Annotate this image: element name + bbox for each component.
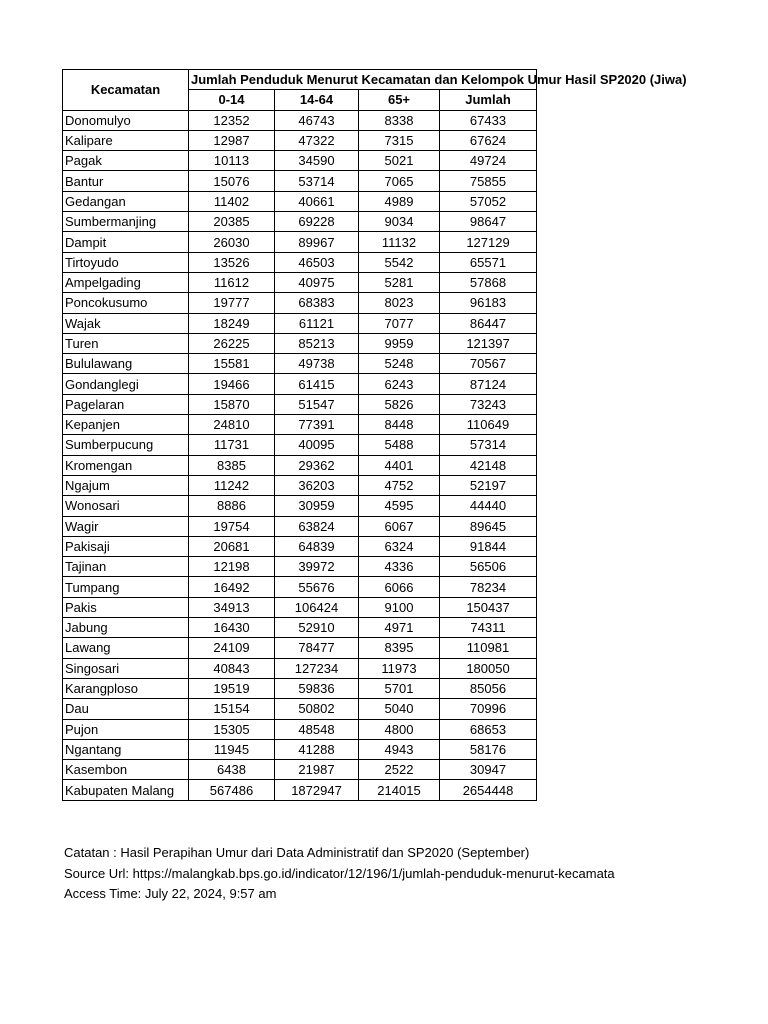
age-65-plus-cell: 8448 (359, 415, 440, 435)
age-0-14-cell: 15076 (189, 171, 275, 191)
age-65-plus-cell: 5040 (359, 699, 440, 719)
jumlah-cell: 96183 (440, 293, 537, 313)
age-14-64-cell: 21987 (275, 760, 359, 780)
kecamatan-name-cell: Sumberpucung (63, 435, 189, 455)
table-row (63, 638, 537, 658)
jumlah-cell: 58176 (440, 739, 537, 759)
age-14-64-cell: 50802 (275, 699, 359, 719)
jumlah-cell: 42148 (440, 455, 537, 475)
table-row (63, 455, 537, 475)
age-14-64-cell: 68383 (275, 293, 359, 313)
age-65-plus-cell: 214015 (359, 780, 440, 800)
age-14-64-cell: 39972 (275, 557, 359, 577)
jumlah-cell: 49724 (440, 151, 537, 171)
column-header-kecamatan: Kecamatan (63, 70, 189, 111)
kecamatan-name-cell: Dau (63, 699, 189, 719)
population-table (62, 69, 687, 801)
kecamatan-name-cell: Tirtoyudo (63, 252, 189, 272)
jumlah-cell: 44440 (440, 496, 537, 516)
age-65-plus-cell: 6067 (359, 516, 440, 536)
age-65-plus-cell: 11132 (359, 232, 440, 252)
kecamatan-name-cell: Dampit (63, 232, 189, 252)
jumlah-cell: 74311 (440, 618, 537, 638)
age-0-14-cell: 19777 (189, 293, 275, 313)
age-0-14-cell: 40843 (189, 658, 275, 678)
table-row (63, 374, 537, 394)
jumlah-cell: 52197 (440, 475, 537, 495)
kecamatan-name-cell: Ngajum (63, 475, 189, 495)
age-65-plus-cell: 5248 (359, 354, 440, 374)
age-0-14-cell: 16430 (189, 618, 275, 638)
age-0-14-cell: 15870 (189, 394, 275, 414)
table-row (63, 719, 537, 739)
table-row (63, 110, 537, 130)
age-0-14-cell: 10113 (189, 151, 275, 171)
age-0-14-cell: 15154 (189, 699, 275, 719)
table-row (63, 557, 537, 577)
age-0-14-cell: 12987 (189, 130, 275, 150)
age-14-64-cell: 51547 (275, 394, 359, 414)
jumlah-cell: 30947 (440, 760, 537, 780)
kecamatan-name-cell: Pujon (63, 719, 189, 739)
jumlah-cell: 57314 (440, 435, 537, 455)
age-65-plus-cell: 5281 (359, 272, 440, 292)
age-0-14-cell: 8886 (189, 496, 275, 516)
table-body (63, 110, 537, 800)
age-0-14-cell: 11242 (189, 475, 275, 495)
age-0-14-cell: 18249 (189, 313, 275, 333)
table-row (63, 212, 537, 232)
table-row (63, 252, 537, 272)
age-65-plus-cell: 5701 (359, 678, 440, 698)
age-14-64-cell: 53714 (275, 171, 359, 191)
age-14-64-cell: 46743 (275, 110, 359, 130)
age-14-64-cell: 1872947 (275, 780, 359, 800)
age-14-64-cell: 30959 (275, 496, 359, 516)
table-row (63, 739, 537, 759)
age-0-14-cell: 34913 (189, 597, 275, 617)
age-0-14-cell: 26225 (189, 333, 275, 353)
column-header-age-0-14: 0-14 (189, 90, 275, 110)
table-row (63, 394, 537, 414)
table-row (63, 191, 537, 211)
table-row (63, 151, 537, 171)
kecamatan-name-cell: Wajak (63, 313, 189, 333)
age-14-64-cell: 41288 (275, 739, 359, 759)
age-14-64-cell: 59836 (275, 678, 359, 698)
kecamatan-name-cell: Pakisaji (63, 536, 189, 556)
table-row (63, 780, 537, 800)
jumlah-cell: 70996 (440, 699, 537, 719)
kecamatan-name-cell: Wagir (63, 516, 189, 536)
age-14-64-cell: 61121 (275, 313, 359, 333)
age-14-64-cell: 85213 (275, 333, 359, 353)
kecamatan-name-cell: Kepanjen (63, 415, 189, 435)
jumlah-cell: 70567 (440, 354, 537, 374)
jumlah-cell: 87124 (440, 374, 537, 394)
kecamatan-name-cell: Pakis (63, 597, 189, 617)
age-14-64-cell: 29362 (275, 455, 359, 475)
jumlah-cell: 127129 (440, 232, 537, 252)
age-0-14-cell: 20681 (189, 536, 275, 556)
jumlah-cell: 56506 (440, 557, 537, 577)
kecamatan-name-cell: Jabung (63, 618, 189, 638)
age-0-14-cell: 13526 (189, 252, 275, 272)
jumlah-cell: 65571 (440, 252, 537, 272)
age-14-64-cell: 77391 (275, 415, 359, 435)
kecamatan-name-cell: Ngantang (63, 739, 189, 759)
age-0-14-cell: 26030 (189, 232, 275, 252)
jumlah-cell: 73243 (440, 394, 537, 414)
table-row (63, 516, 537, 536)
jumlah-cell: 98647 (440, 212, 537, 232)
table-title-header: Jumlah Penduduk Menurut Kecamatan dan Kelompok Umur Hasil SP2020 (Jiwa) (189, 70, 537, 90)
kecamatan-name-cell: Pagak (63, 151, 189, 171)
age-14-64-cell: 34590 (275, 151, 359, 171)
age-14-64-cell: 61415 (275, 374, 359, 394)
table-row (63, 536, 537, 556)
age-65-plus-cell: 8338 (359, 110, 440, 130)
age-65-plus-cell: 9959 (359, 333, 440, 353)
jumlah-cell: 68653 (440, 719, 537, 739)
age-65-plus-cell: 4943 (359, 739, 440, 759)
age-65-plus-cell: 6324 (359, 536, 440, 556)
access-time-note: Access Time: July 22, 2024, 9:57 am (64, 886, 277, 901)
kecamatan-name-cell: Gedangan (63, 191, 189, 211)
table-row (63, 699, 537, 719)
age-65-plus-cell: 8023 (359, 293, 440, 313)
table-row (63, 313, 537, 333)
age-0-14-cell: 24810 (189, 415, 275, 435)
age-0-14-cell: 12198 (189, 557, 275, 577)
kecamatan-name-cell: Singosari (63, 658, 189, 678)
kecamatan-name-cell: Kasembon (63, 760, 189, 780)
age-14-64-cell: 89967 (275, 232, 359, 252)
age-0-14-cell: 19519 (189, 678, 275, 698)
kecamatan-name-cell: Bantur (63, 171, 189, 191)
table-row (63, 354, 537, 374)
kecamatan-name-cell: Wonosari (63, 496, 189, 516)
age-65-plus-cell: 5826 (359, 394, 440, 414)
table-row (63, 293, 537, 313)
table-row (63, 272, 537, 292)
table-row (63, 618, 537, 638)
age-14-64-cell: 106424 (275, 597, 359, 617)
column-header-age-14-64: 14-64 (275, 90, 359, 110)
jumlah-cell: 121397 (440, 333, 537, 353)
jumlah-cell: 78234 (440, 577, 537, 597)
age-14-64-cell: 55676 (275, 577, 359, 597)
age-14-64-cell: 40095 (275, 435, 359, 455)
jumlah-cell: 110649 (440, 415, 537, 435)
age-0-14-cell: 15305 (189, 719, 275, 739)
jumlah-cell: 110981 (440, 638, 537, 658)
age-65-plus-cell: 4336 (359, 557, 440, 577)
table-row (63, 496, 537, 516)
table-row (63, 415, 537, 435)
jumlah-cell: 91844 (440, 536, 537, 556)
age-0-14-cell: 19754 (189, 516, 275, 536)
catatan-note: Catatan : Hasil Perapihan Umur dari Data Administratif dan SP2020 (September) (64, 845, 530, 860)
table-row (63, 130, 537, 150)
age-65-plus-cell: 5021 (359, 151, 440, 171)
table-row (63, 760, 537, 780)
age-65-plus-cell: 7315 (359, 130, 440, 150)
age-14-64-cell: 48548 (275, 719, 359, 739)
age-65-plus-cell: 6243 (359, 374, 440, 394)
jumlah-cell: 150437 (440, 597, 537, 617)
source-url-note: Source Url: https://malangkab.bps.go.id/indicator/12/196/1/jumlah-penduduk-menurut-kecamata (64, 865, 615, 881)
age-0-14-cell: 12352 (189, 110, 275, 130)
age-0-14-cell: 567486 (189, 780, 275, 800)
age-0-14-cell: 8385 (189, 455, 275, 475)
age-0-14-cell: 16492 (189, 577, 275, 597)
age-65-plus-cell: 7077 (359, 313, 440, 333)
column-header-jumlah: Jumlah (440, 90, 537, 110)
kecamatan-name-cell: Kalipare (63, 130, 189, 150)
kecamatan-name-cell: Gondanglegi (63, 374, 189, 394)
age-0-14-cell: 6438 (189, 760, 275, 780)
age-0-14-cell: 11612 (189, 272, 275, 292)
age-14-64-cell: 52910 (275, 618, 359, 638)
age-65-plus-cell: 7065 (359, 171, 440, 191)
age-0-14-cell: 11945 (189, 739, 275, 759)
age-65-plus-cell: 6066 (359, 577, 440, 597)
age-14-64-cell: 69228 (275, 212, 359, 232)
age-65-plus-cell: 8395 (359, 638, 440, 658)
age-0-14-cell: 11402 (189, 191, 275, 211)
age-65-plus-cell: 9100 (359, 597, 440, 617)
age-65-plus-cell: 2522 (359, 760, 440, 780)
age-14-64-cell: 40975 (275, 272, 359, 292)
table-row (63, 171, 537, 191)
age-14-64-cell: 46503 (275, 252, 359, 272)
age-65-plus-cell: 9034 (359, 212, 440, 232)
kecamatan-name-cell: Tumpang (63, 577, 189, 597)
jumlah-cell: 57052 (440, 191, 537, 211)
jumlah-cell: 180050 (440, 658, 537, 678)
column-header-age-65-plus: 65+ (359, 90, 440, 110)
table-row (63, 577, 537, 597)
table-row (63, 333, 537, 353)
kecamatan-name-cell: Pagelaran (63, 394, 189, 414)
jumlah-cell: 67433 (440, 110, 537, 130)
age-14-64-cell: 40661 (275, 191, 359, 211)
age-14-64-cell: 63824 (275, 516, 359, 536)
age-65-plus-cell: 4752 (359, 475, 440, 495)
jumlah-cell: 85056 (440, 678, 537, 698)
age-14-64-cell: 127234 (275, 658, 359, 678)
kecamatan-name-cell: Karangploso (63, 678, 189, 698)
kecamatan-name-cell: Sumbermanjing (63, 212, 189, 232)
age-65-plus-cell: 5542 (359, 252, 440, 272)
kecamatan-name-cell: Turen (63, 333, 189, 353)
kecamatan-name-cell: Lawang (63, 638, 189, 658)
jumlah-cell: 75855 (440, 171, 537, 191)
jumlah-cell: 67624 (440, 130, 537, 150)
age-0-14-cell: 24109 (189, 638, 275, 658)
kecamatan-name-cell: Bululawang (63, 354, 189, 374)
age-65-plus-cell: 4989 (359, 191, 440, 211)
table-row (63, 232, 537, 252)
age-14-64-cell: 64839 (275, 536, 359, 556)
table-row (63, 678, 537, 698)
age-14-64-cell: 36203 (275, 475, 359, 495)
notes-block (64, 843, 615, 905)
kecamatan-name-cell: Ampelgading (63, 272, 189, 292)
age-0-14-cell: 15581 (189, 354, 275, 374)
age-0-14-cell: 19466 (189, 374, 275, 394)
kecamatan-name-cell: Donomulyo (63, 110, 189, 130)
table-row (63, 435, 537, 455)
jumlah-cell: 57868 (440, 272, 537, 292)
age-65-plus-cell: 4595 (359, 496, 440, 516)
kecamatan-name-cell: Kabupaten Malang (63, 780, 189, 800)
jumlah-cell: 2654448 (440, 780, 537, 800)
kecamatan-name-cell: Tajinan (63, 557, 189, 577)
age-65-plus-cell: 4800 (359, 719, 440, 739)
age-65-plus-cell: 11973 (359, 658, 440, 678)
table-row (63, 475, 537, 495)
table-row (63, 658, 537, 678)
jumlah-cell: 89645 (440, 516, 537, 536)
age-14-64-cell: 49738 (275, 354, 359, 374)
age-0-14-cell: 11731 (189, 435, 275, 455)
table-row (63, 597, 537, 617)
age-65-plus-cell: 5488 (359, 435, 440, 455)
age-65-plus-cell: 4971 (359, 618, 440, 638)
jumlah-cell: 86447 (440, 313, 537, 333)
kecamatan-name-cell: Kromengan (63, 455, 189, 475)
age-65-plus-cell: 4401 (359, 455, 440, 475)
age-0-14-cell: 20385 (189, 212, 275, 232)
age-14-64-cell: 47322 (275, 130, 359, 150)
kecamatan-name-cell: Poncokusumo (63, 293, 189, 313)
age-14-64-cell: 78477 (275, 638, 359, 658)
